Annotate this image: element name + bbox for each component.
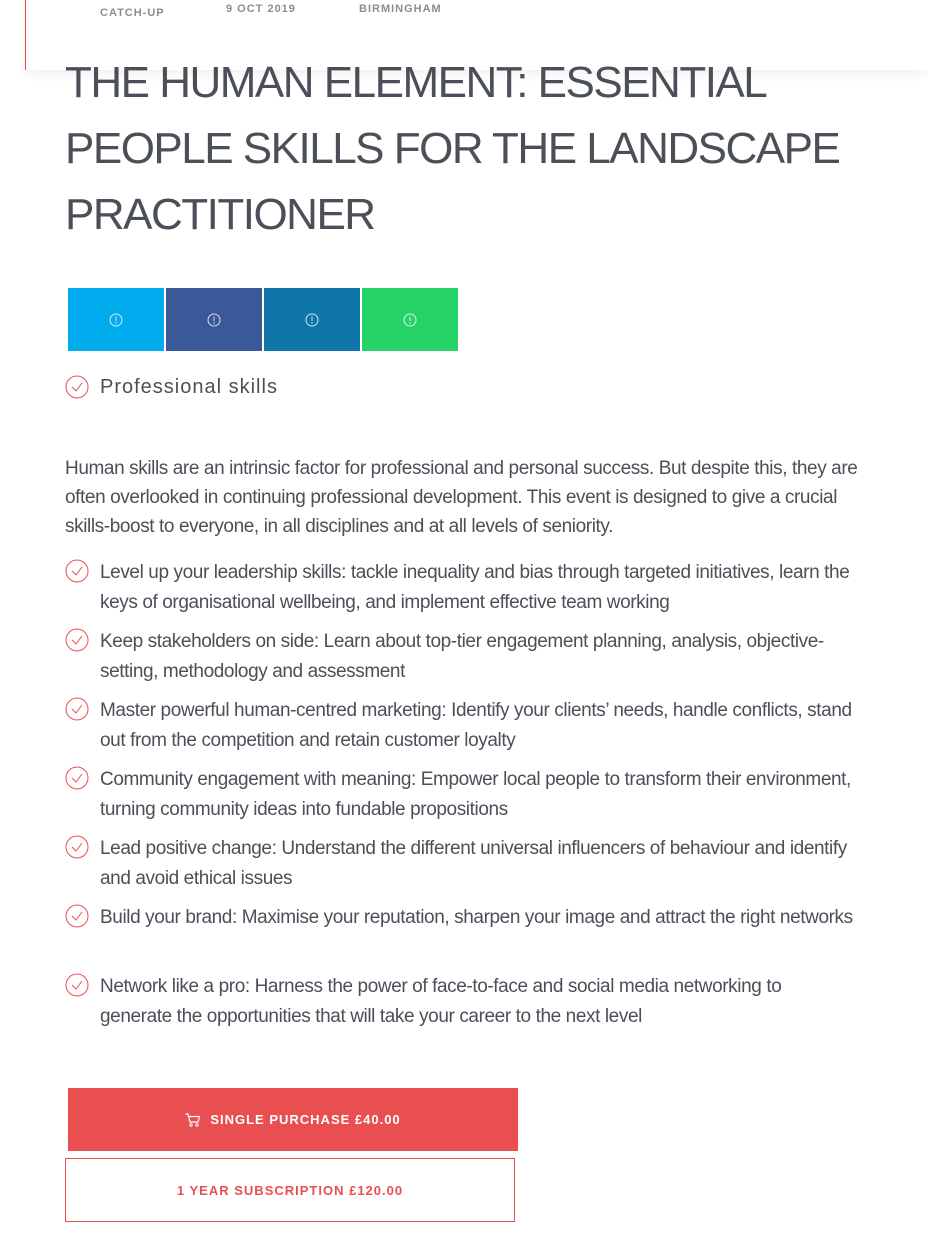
share-facebook-button[interactable]	[166, 288, 262, 351]
info-circle-icon	[109, 313, 123, 327]
check-circle-icon	[65, 375, 89, 399]
check-circle-icon	[65, 559, 89, 583]
check-circle-icon	[65, 766, 89, 790]
event-intro: Human skills are an intrinsic factor for professional and personal success. But despite this, they are often overlooked in continuing professional development. This event is designed to give a crucial skills-boost to everyone, in all disciplines and at all levels of seniority.	[65, 458, 858, 537]
info-circle-icon	[207, 313, 221, 327]
share-buttons	[68, 288, 458, 351]
check-circle-icon	[65, 835, 89, 859]
event-location: BIRMINGHAM	[359, 3, 442, 15]
list-item-text: Lead positive change: Understand the different universal influencers of behaviour and identify and avoid ethical issues	[100, 838, 847, 889]
single-purchase-button[interactable]	[68, 1088, 518, 1151]
event-category	[65, 375, 278, 399]
share-linkedin-button[interactable]	[264, 288, 360, 351]
list-item	[65, 696, 855, 765]
list-item	[65, 834, 855, 903]
info-circle-icon	[403, 313, 417, 327]
list-item-text: Network like a pro: Harness the power of face-to-face and social media networking to generate the opportunities that will take your career to the next level	[100, 976, 782, 1027]
check-circle-icon	[65, 628, 89, 652]
share-whatsapp-button[interactable]	[362, 288, 458, 351]
list-item	[65, 903, 855, 972]
list-item	[65, 627, 855, 696]
cart-icon	[185, 1113, 201, 1127]
list-item-text: Master powerful human-centred marketing: Identify your clients’ needs, handle conflicts, stand out from the competition and retain customer loyalty	[100, 700, 852, 751]
list-item-text: Level up your leadership skills: tackle inequality and bias through targeted initiatives, learn the keys of organisational wellbeing, and implement effective team working	[100, 562, 850, 613]
event-date: 9 OCT 2019	[226, 3, 296, 15]
info-circle-icon	[305, 313, 319, 327]
check-circle-icon	[65, 697, 89, 721]
share-twitter-button[interactable]	[68, 288, 164, 351]
single-purchase-label: SINGLE PURCHASE £40.00	[210, 1112, 401, 1127]
list-item-text: Build your brand: Maximise your reputation, sharpen your image and attract the right networks	[100, 907, 853, 928]
event-type: CATCH-UP	[100, 7, 165, 19]
subscription-label: 1 YEAR SUBSCRIPTION £120.00	[176, 1182, 404, 1198]
check-circle-icon	[65, 904, 89, 928]
check-circle-icon	[65, 973, 89, 997]
list-item-text: Keep stakeholders on side: Learn about top-tier engagement planning, analysis, objective-setting, methodology and assessment	[100, 631, 824, 682]
event-meta	[0, 3, 928, 19]
subscription-button[interactable]	[65, 1158, 515, 1222]
list-item	[65, 558, 855, 627]
list-item	[65, 972, 855, 1041]
page-title: THE HUMAN ELEMENT: ESSENTIAL PEOPLE SKILLS FOR THE LANDSCAPE PRACTITIONER	[65, 58, 840, 239]
list-item-text: Community engagement with meaning: Empower local people to transform their environment, turning community ideas into fundable propositions	[100, 769, 851, 820]
benefits-list	[65, 558, 855, 1041]
list-item	[65, 765, 855, 834]
category-label[interactable]: Professional skills	[100, 375, 278, 398]
